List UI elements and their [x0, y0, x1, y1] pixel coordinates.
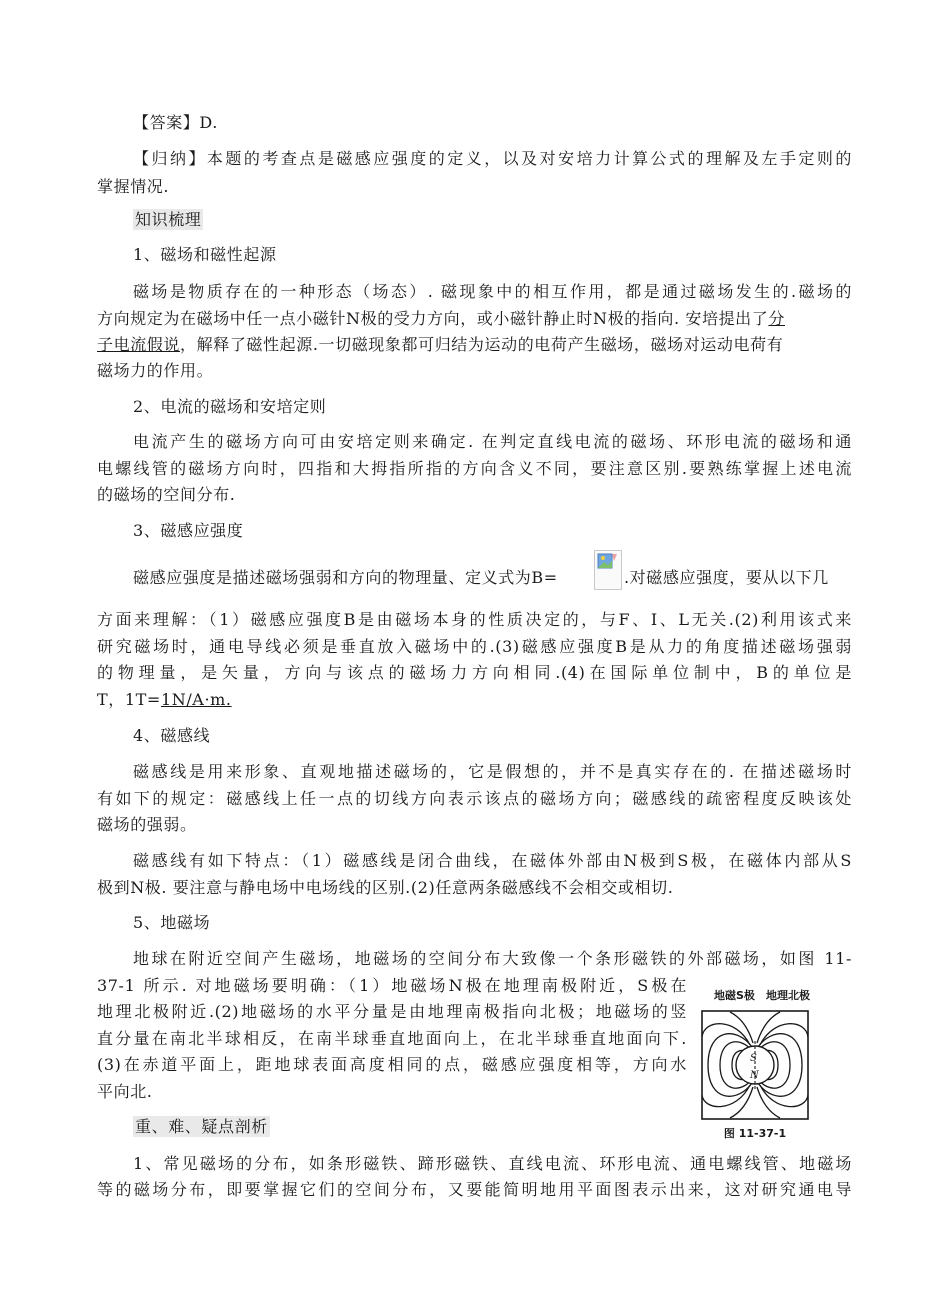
- s1-line-3-text: ，解释了磁性起源.一切磁现象都可归结为运动的电荷产生磁场，磁场对运动电荷有: [180, 335, 784, 354]
- s2-line-3: 的磁场的空间分布.: [97, 485, 236, 504]
- s1-title: 1、磁场和磁性起源: [133, 245, 277, 264]
- s1-line-4: 磁场力的作用。: [97, 361, 214, 380]
- s3-line-3: 研究磁场时，通电导线必须是垂直放入磁场中的.(3)磁感应强度B是从力的角度描述磁场强弱: [97, 637, 852, 656]
- molecular-current-link-part2[interactable]: 子电流假说: [97, 335, 181, 354]
- section-heading-key: [133, 1117, 270, 1137]
- s3-line-4: 的物理量，是矢量，方向与该点的磁场力方向相同.(4)在国际单位制中，B的单位是: [97, 663, 852, 682]
- s3-line-5-text: T，1T=: [97, 690, 161, 709]
- section-heading-knowledge-text: 知识梳理: [135, 210, 202, 229]
- s5-line-5: (3)在赤道平面上，距地球表面高度相同的点，磁感应强度相等，方向水: [97, 1055, 687, 1074]
- s5-line-1: 地球在附近空间产生磁场，地磁场的空间分布大致像一个条形磁铁的外部磁场，如图 11-: [133, 949, 852, 968]
- label-geomagnetic-s: 地磁S极: [714, 989, 755, 1002]
- figure-caption: 图 11-37-1: [723, 1127, 787, 1140]
- s4-title: 4、磁感线: [133, 726, 211, 745]
- s1-line-2-text: 方向规定为在磁场中任一点小磁针N极的受力方向，或小磁针静止时N极的指向. 安培提出了: [97, 309, 769, 328]
- s3-line-1b: .对磁感应强度，要从以下几: [624, 568, 829, 587]
- unit-link[interactable]: 1N/A·m.: [160, 690, 232, 709]
- s5-line-3: 地理北极附近.(2)地磁场的水平分量是由地理南极指向北极；地磁场的竖: [97, 1002, 687, 1021]
- magnetic-field-diagram: [700, 987, 850, 1122]
- broken-image-icon: [595, 552, 621, 574]
- s5-line-4: 直分量在南北半球相反，在南半球垂直地面向上，在北半球垂直地面向下.: [97, 1029, 687, 1048]
- s3-line-5: [97, 690, 232, 710]
- s2-title: 2、电流的磁场和安培定则: [133, 397, 327, 416]
- earth-magnetic-field-figure: [700, 987, 850, 1147]
- s4-line-4: 磁感线有如下特点：（1）磁感线是闭合曲线，在磁体外部由N极到S极，在磁体内部从S: [133, 851, 852, 870]
- section-heading-knowledge: [133, 210, 203, 230]
- s3-line-2: 方面来理解：（1）磁感应强度B是由磁场本身的性质决定的，与F、I、L无关.(2)利用该式来: [97, 610, 852, 629]
- s2-line-1: 电流产生的磁场方向可由安培定则来确定. 在判定直线电流的磁场、环形电流的磁场和通: [133, 432, 852, 451]
- s1-line-2: [97, 309, 852, 329]
- s2-line-2: 电螺线管的磁场方向时，四指和大拇指所指的方向含义不同，要注意区别.要熟练掌握上述电流: [97, 459, 852, 478]
- s1-line-3: [97, 335, 852, 355]
- label-geographic-north: 地理北极: [766, 989, 810, 1002]
- s4-line-2: 有如下的规定：磁感线上任一点的切线方向表示该点的磁场方向；磁感线的疏密程度反映该处: [97, 789, 852, 808]
- s5-title: 5、地磁场: [133, 913, 211, 932]
- s3-line-1a: 磁感应强度是描述磁场强弱和方向的物理量、定义式为B=: [133, 568, 558, 587]
- s5-line-2: 37-1 所示. 对地磁场要明确：（1）地磁场N极在地理南极附近，S极在: [97, 976, 687, 995]
- s4-line-1: 磁感线是用来形象、直观地描述磁场的，它是假想的，并不是真实存在的. 在描述磁场时: [133, 762, 852, 781]
- s1-line-1: 磁场是物质存在的一种形态（场态）. 磁现象中的相互作用，都是通过磁场发生的.磁场的: [133, 282, 852, 301]
- molecular-current-link-part1[interactable]: 分: [768, 309, 785, 328]
- section-heading-key-text: 重、难、疑点剖析: [135, 1117, 268, 1136]
- s3-title: 3、磁感应强度: [133, 521, 244, 540]
- pole-n-label: N: [750, 1070, 759, 1081]
- answer-line: 【答案】D.: [133, 113, 218, 132]
- summary-line-2: 掌握情况.: [97, 177, 170, 196]
- formula-image-placeholder: [594, 550, 622, 590]
- s4-line-5: 极到N极. 要注意与静电场中电场线的区别.(2)任意两条磁感线不会相交或相切.: [97, 878, 674, 897]
- summary-line-1: 【归纳】本题的考查点是磁感应强度的定义，以及对安培力计算公式的理解及左手定则的: [133, 149, 852, 168]
- k1-line-1: 1、常见磁场的分布，如条形磁铁、蹄形磁铁、直线电流、环形电流、通电螺线管、地磁场: [133, 1154, 852, 1173]
- k1-line-2: 等的磁场分布，即要掌握它们的空间分布，又要能简明地用平面图表示出来，这对研究通电导: [97, 1180, 852, 1199]
- pole-s-label: S: [750, 1053, 757, 1064]
- s5-line-6: 平向北.: [97, 1082, 153, 1101]
- s4-line-3: 磁场的强弱。: [97, 815, 197, 834]
